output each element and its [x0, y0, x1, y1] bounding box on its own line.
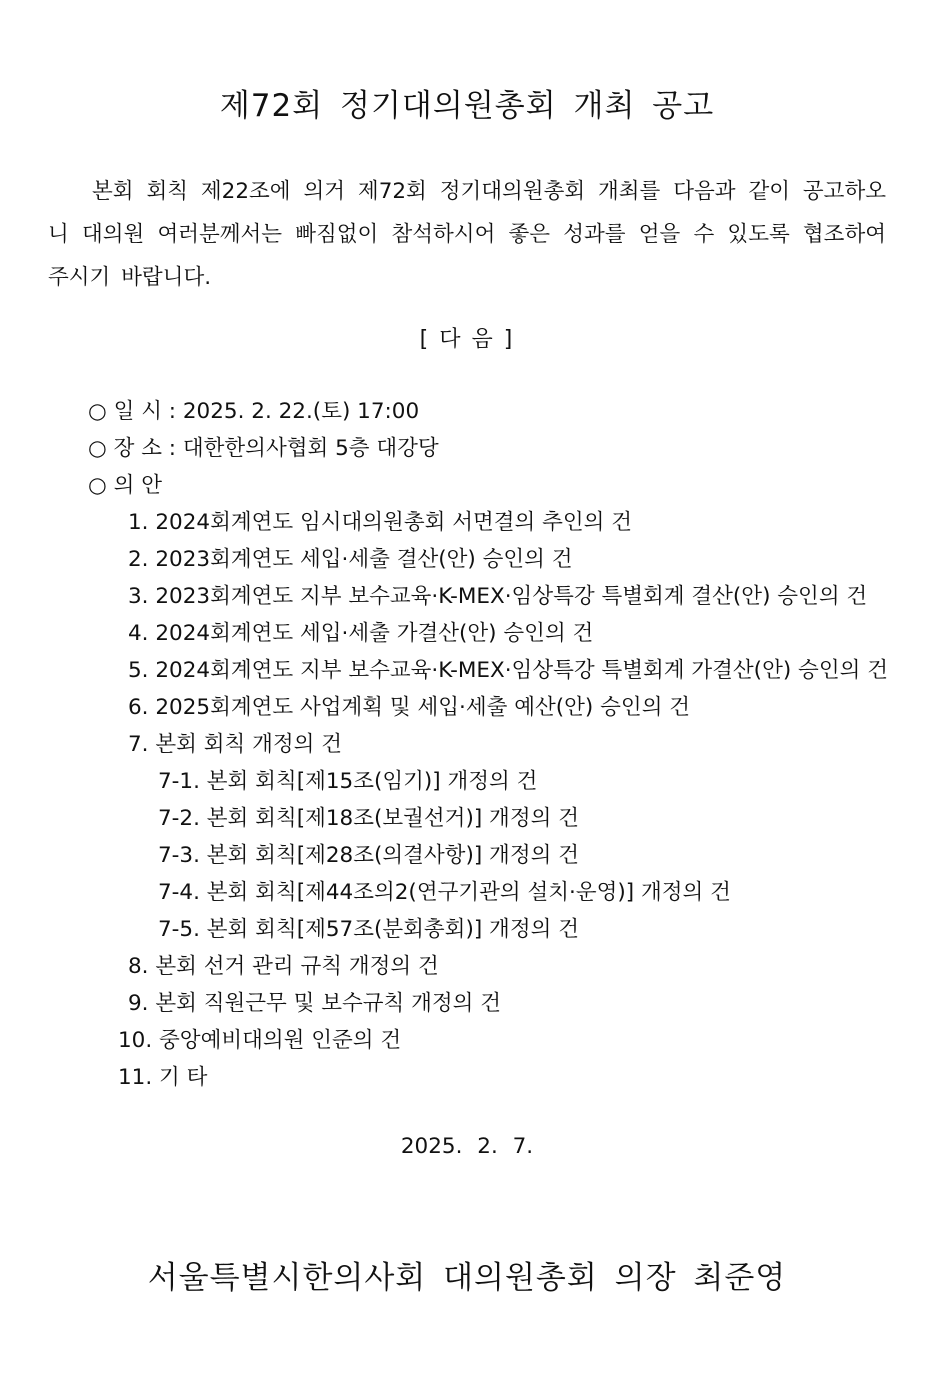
agenda-subitem: 7-1. 본회 회칙[제15조(임기)] 개정의 건 [158, 769, 538, 794]
agenda-item: 8. 본회 선거 관리 규칙 개정의 건 [128, 954, 439, 979]
agenda-subitem: 7-4. 본회 회칙[제44조의2(연구기관의 설치·운영)] 개정의 건 [158, 880, 731, 905]
info-item-agenda-heading: ○ 의 안 [88, 473, 162, 498]
agenda-subitem: 7-3. 본회 회칙[제28조(의결사항)] 개정의 건 [158, 843, 579, 868]
agenda-item: 1. 2024회계연도 임시대의원총회 서면결의 추인의 건 [128, 510, 633, 535]
agenda-list [118, 504, 908, 1096]
agenda-item: 4. 2024회계연도 세입·세출 가결산(안) 승인의 건 [128, 621, 594, 646]
document-title: 제72회 정기대의원총회 개최 공고 [219, 88, 715, 124]
agenda-item: 2. 2023회계연도 세입·세출 결산(안) 승인의 건 [128, 547, 573, 572]
agenda-subitem: 7-5. 본회 회칙[제57조(분회총회)] 개정의 건 [158, 917, 579, 942]
agenda-item: 7. 본회 회칙 개정의 건 [128, 732, 343, 757]
meeting-info-list [88, 393, 908, 504]
info-item-location: ○ 장 소 : 대한한의사협회 5층 대강당 [88, 436, 439, 461]
agenda-item: 11. 기 타 [118, 1065, 208, 1090]
agenda-item: 5. 2024회계연도 지부 보수교육·K-MEX·임상특강 특별회계 가결산(안) 승인의 건 [128, 658, 888, 683]
agenda-subitem: 7-2. 본회 회칙[제18조(보궐선거)] 개정의 건 [158, 806, 579, 831]
agenda-item: 6. 2025회계연도 사업계획 및 세입·세출 예산(안) 승인의 건 [128, 695, 691, 720]
agenda-item: 10. 중앙예비대의원 인준의 건 [118, 1028, 402, 1053]
agenda-item: 3. 2023회계연도 지부 보수교육·K-MEX·임상특강 특별회계 결산(안) 승인의 건 [128, 584, 868, 609]
info-item-datetime: ○ 일 시 : 2025. 2. 22.(토) 17:00 [88, 399, 420, 424]
agenda-item: 9. 본회 직원근무 및 보수규칙 개정의 건 [128, 991, 502, 1016]
notice-date: 2025. 2. 7. [400, 1134, 534, 1159]
signature-line: 서울특별시한의사회 대의원총회 의장 최준영 [147, 1260, 787, 1296]
section-heading: [ 다 음 ] [419, 327, 515, 352]
intro-paragraph: 본회 회칙 제22조에 의거 제72회 정기대의원총회 개최를 다음과 같이 공고하오니 대의원 여러분께서는 빠짐없이 참석하시어 좋은 성과를 얻을 수 있도록 협조하여 주시기 바랍니다. [48, 179, 886, 290]
